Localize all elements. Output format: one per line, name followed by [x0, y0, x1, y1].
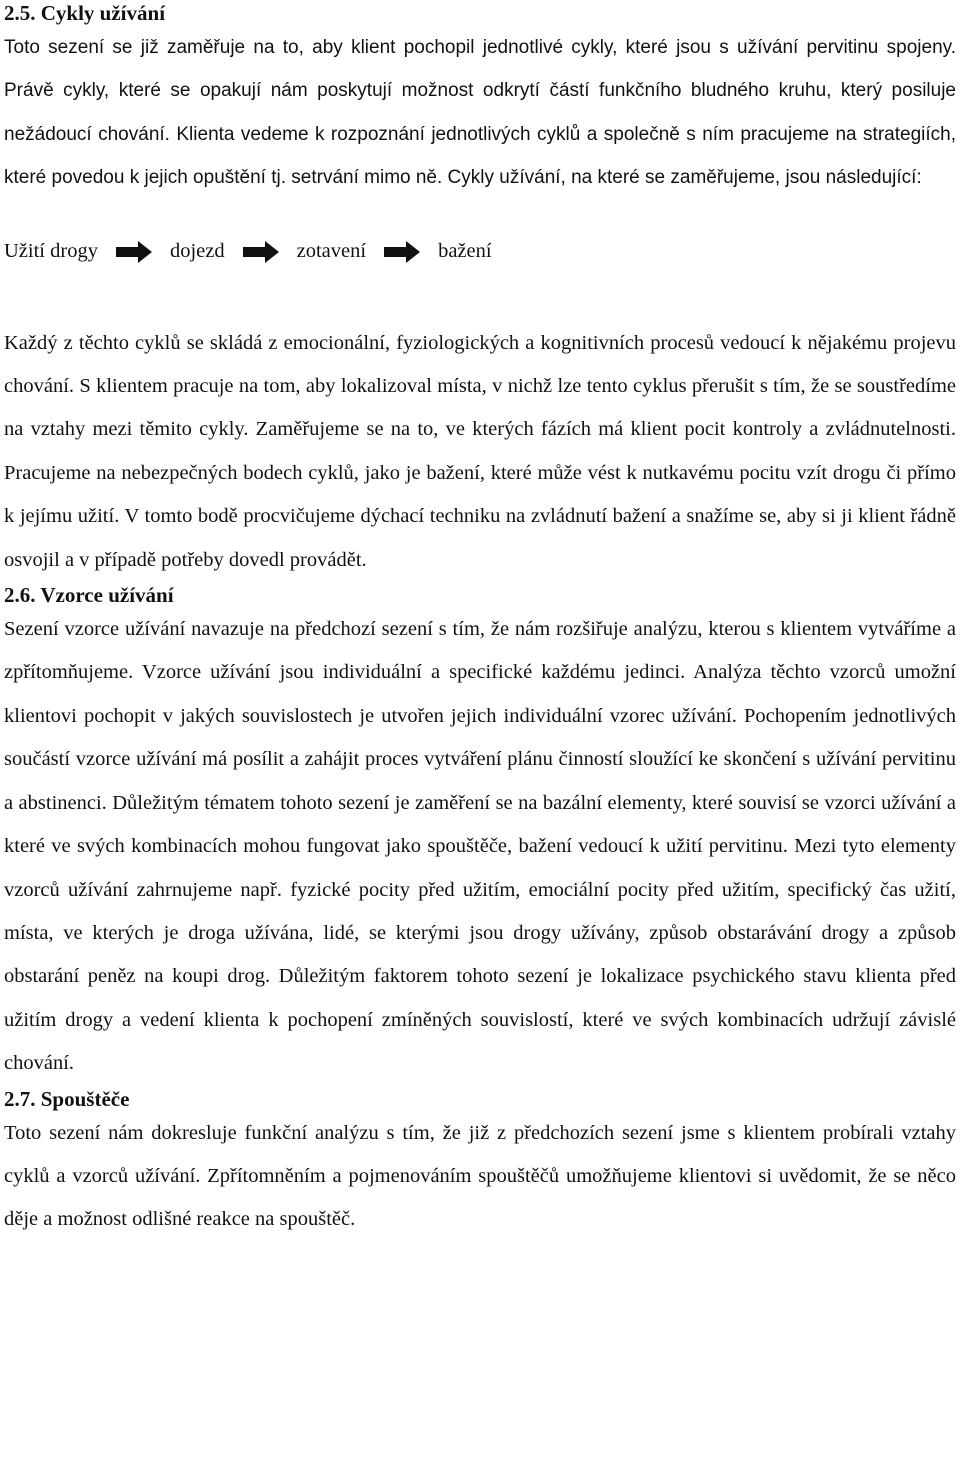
document-page	[4, 0, 956, 1242]
right-arrow-icon	[243, 241, 279, 263]
flow-step-dojezd: dojezd	[169, 240, 225, 263]
section-heading-vzorce: 2.6. Vzorce užívání	[4, 583, 174, 608]
section-heading-spoustece: 2.7. Spouštěče	[4, 1086, 130, 1111]
section-heading-cykly: 2.5. Cykly užívání	[4, 1, 166, 25]
flow-step-uziti-drogy: Užití drogy	[4, 240, 98, 263]
right-arrow-icon	[116, 241, 152, 263]
paragraph-cykly-intro: Toto sezení se již zaměřuje na to, aby klient pochopil jednotlivé cykly, které jsou s užívání pervitinu spojeny. Právě cykly, které se opakují nám poskytují možnost odkrytí částí funkčního bludného kruhu, který posiluje nežádoucí chování. Klienta vedeme k rozpoznání jednotlivých cyklů a společně s ním pracujeme na strategiích, které povedou k jejich opuštění tj. setrvání mimo ně. Cykly užívání, na které se zaměřujeme, jsou následující:	[4, 37, 956, 189]
paragraph-cykly-detail: Každý z těchto cyklů se skládá z emocionální, fyziologických a kognitivních procesů vedoucí k nějakému projevu chování. S klientem pracuje na tom, aby lokalizoval místa, v nichž lze tento cyklus přerušit s tím, že se soustředíme na vztahy mezi těmito cykly. Zaměřujeme se na to, ve kterých fázích má klient pocit kontroly a zvládnutelnosti. Pracujeme na nebezpečných bodech cyklů, jako je bažení, které může vést k nutkavému pocitu vzít drogu či přímo k jejímu užití. V tomto bodě procvičujeme dýchací techniku na zvládnutí bažení a snažíme se, aby si ji klient řádně osvojil a v případě potřeby dovedl provádět.	[4, 331, 956, 571]
paragraph-vzorce: Sezení vzorce užívání navazuje na předchozí sezení s tím, že nám rozšiřuje analýzu, kterou s klientem vytváříme a zpřítomňujeme. Vzorce užívání jsou individuální a specifické každému jedinci. Analýza těchto vzorců umožní klientovi pochopit v jakých souvislostech je utvořen jejich individuální vzorec užívání. Pochopením jednotlivých součástí vzorce užívání má posílit a zahájit proces vytváření plánu činností sloužící ke skončení s užívání pervitinu a abstinenci. Důležitým tématem tohoto sezení je zaměření se na bazální elementy, které souvisí se vzorci užívání a které ve svých kombinacích mohou fungovat jako spouštěče, bažení vedoucí k užití pervitinu. Mezi tyto elementy vzorců užívání zahrnujeme např. fyzické pocity před užitím, emociální pocity před užitím, specifický čas užití, místa, ve kterých je droga užívána, lidé, se kterými jsou drogy užívány, způsob obstarávání drogy a způsob obstarání peněz na koupi drog. Důležitým faktorem tohoto sezení je lokalizace psychického stavu klienta před užitím drogy a vedení klienta k pochopení zmíněných souvislostí, které ve svých kombinacích udržují závislé chování.	[4, 618, 956, 1075]
flow-step-zotaveni: zotavení	[296, 240, 367, 263]
cycle-flow-diagram	[4, 222, 956, 282]
paragraph-spoustece: Toto sezení nám dokresluje funkční analýzu s tím, že již z předchozích sezení jsme s klientem probírali vztahy cyklů a vzorců užívání. Zpřítomněním a pojmenováním spouštěčů umožňujeme klientovi si uvědomit, že se něco děje a možnost odlišné reakce na spouštěč.	[4, 1121, 956, 1231]
flow-step-bazeni: bažení	[438, 240, 492, 263]
right-arrow-icon	[384, 241, 420, 263]
